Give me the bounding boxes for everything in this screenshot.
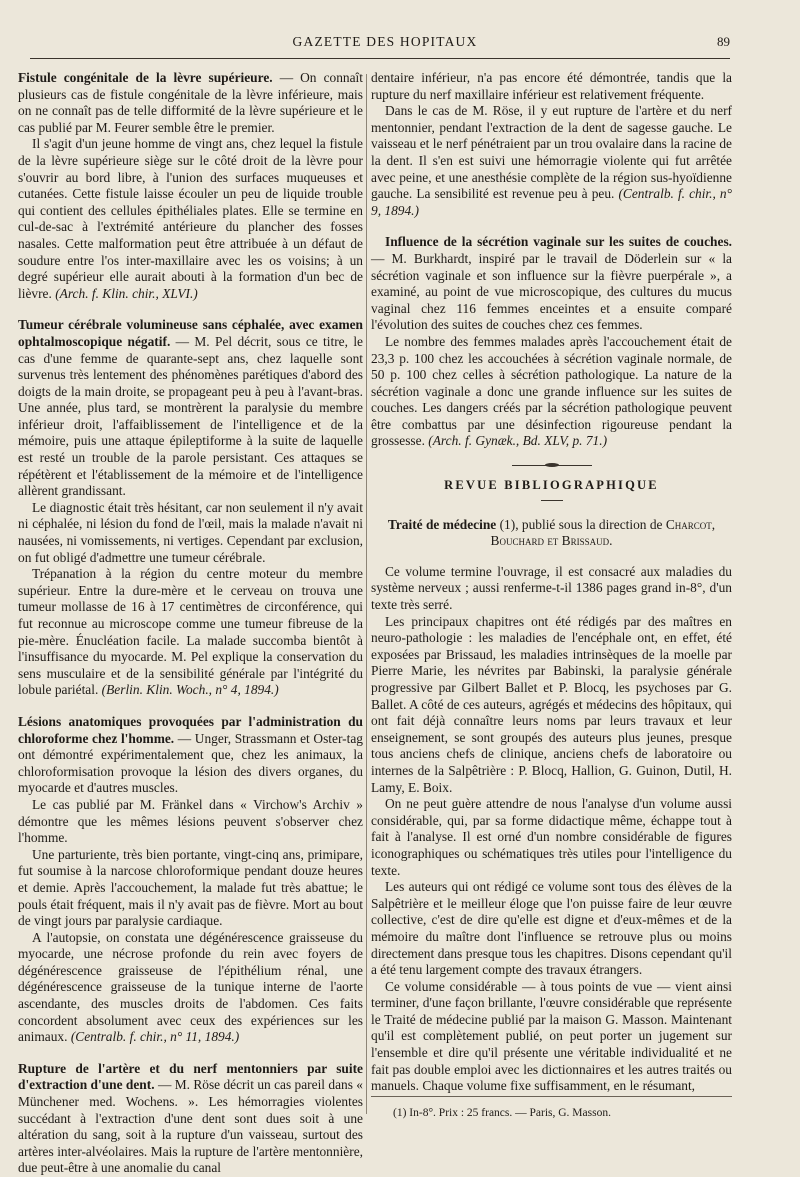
- article-source: (Centralb. f. chir., n° 9, 1894.): [371, 186, 732, 218]
- footnote-text: (1) In-8°. Prix : 25 francs. — Paris, G. Masson.: [393, 1107, 611, 1119]
- page-number: 89: [717, 34, 730, 49]
- article-text: dentaire inférieur, n'a pas encore été démontrée, tandis que la rupture du nerf maxillaire inférieur est relativement fréquente.: [371, 70, 732, 102]
- review-paragraph: Ce volume considérable — à tous points de vue — vient ainsi terminer, d'une façon brillante, l'œuvre considérable que représente le Traité de médecine publié par la maison G. Masson. Maintenant qu'il est complètement publié, on peut porter un jugement sur l'ensemble et dire qu'il présente une véritable individualité et ne fait pas double emploi avec les dictionnaires et les autres traités ou manuels. Chaque volume fixe suffisamment, en le résumant,: [371, 978, 732, 1094]
- article-paragraph: [371, 70, 732, 103]
- review-paragraph: Les auteurs qui ont rédigé ce volume sont tous des élèves de la Salpêtrière et le meilleur éloge que l'on puisse faire de leur œuvre collective, c'est de dire qu'elle est digne et d'eux-mêmes et de la mémoire du maître dont l'influence se retrouve plus ou moins directement dans presque tous les chapitres. Disons cependant qu'il a été tenu largement compte des travaux étrangers.: [371, 879, 732, 978]
- article-text: — M. Röse décrit un cas pareil dans « Münchener med. Wochens. ». Les hémorragies violentes succédant à l'extraction d'une dent sont dues soit à une altération du sang, soit à la rupture d'un vaisseau, surtout des artères inter-alvéolaires. Mais la rupture de l'artère mentonnière, due peut-être à une anomalie du canal: [18, 1077, 363, 1176]
- article-chloroforme: [18, 714, 363, 1046]
- review-body: [371, 564, 732, 1095]
- article-paragraph: [18, 500, 363, 566]
- article-text: Le diagnostic était très hésitant, car non seulement il n'y avait ni céphalée, ni lésion du fond de l'œil, mais la malade n'avait ni nausées, ni vomissements, ni vertiges. Cependant par exclusion, on fut obligé d'admettre une tumeur cérébrale.: [18, 499, 363, 565]
- article-source: (Arch. f. Klin. chir., XLVI.): [55, 285, 198, 301]
- article-heading: Influence de la sécrétion vaginale sur les suites de couches.: [385, 234, 732, 250]
- article-paragraph: [371, 234, 732, 334]
- article-paragraph: [18, 1061, 363, 1177]
- review-paragraph: On ne peut guère attendre de nous l'analyse d'un volume aussi considérable, qui, par sa forme didactique même, échappe tout à fait à l'analyse. Il est orné d'un nombre considérable de figures iconographiques ou schématiques très utiles pour l'intelligence du texte.: [371, 796, 732, 878]
- article-rupture-continued: [371, 70, 732, 219]
- article-paragraph: [371, 334, 732, 450]
- article-paragraph: [18, 70, 363, 136]
- ornament-divider: [512, 465, 592, 467]
- article-text: Le cas publié par M. Fränkel dans « Virchow's Archiv » démontre que les mêmes lésions peuvent s'observer chez l'homme.: [18, 796, 363, 846]
- book-editors-2: Bouchard et Brissaud.: [490, 533, 613, 549]
- right-column: [371, 70, 732, 1130]
- journal-title: GAZETTE DES HOPITAUX: [292, 34, 478, 49]
- book-title: Traité de médecine: [387, 516, 497, 532]
- article-fistule: [18, 70, 363, 302]
- article-paragraph: [18, 847, 363, 930]
- article-text: Trépanation à la région du centre moteur du membre supérieur. Entre la dure-mère et le cerveau on trouva une tumeur mollasse de 16 à 17 centimètres de circonférence, qui fut reconnue au microscope comme une tumeur fibreuse de la pie-mère. Énucléation facile. La malade succomba bientôt à l'insuffisance du myocarde. M. Pel explique la conservation du sens musculaire et de la sensibilité générale par l'intégrité du lobule pariétal.: [18, 566, 363, 698]
- section-rule: [541, 500, 563, 501]
- page-header: [40, 34, 730, 56]
- article-heading: Fistule congénitale de la lèvre supérieure.: [18, 70, 273, 85]
- article-paragraph: [18, 930, 363, 1046]
- book-editors-1: Charcot,: [665, 516, 716, 532]
- article-paragraph: [18, 714, 363, 797]
- article-paragraph: [371, 103, 732, 219]
- article-paragraph: [18, 566, 363, 699]
- header-rule: [30, 58, 730, 59]
- article-paragraph: [18, 136, 363, 302]
- review-book-heading: [371, 517, 732, 550]
- article-tumeur: [18, 317, 363, 699]
- article-paragraph: [18, 317, 363, 500]
- article-text: — On connaît plusieurs cas de fistule congénitale de la lèvre inférieure, mais on ne connaît pas de telle difformité de la lèvre supérieure et le cas publié par M. Feurer semble être le premier.: [18, 70, 363, 135]
- article-source: (Arch. f. Gynæk., Bd. XLV, p. 71.): [428, 433, 608, 449]
- article-source: (Centralb. f. chir., n° 11, 1894.): [70, 1029, 240, 1045]
- left-column: [18, 70, 363, 1176]
- article-rupture: [18, 1061, 363, 1177]
- article-source: (Berlin. Klin. Woch., n° 4, 1894.): [101, 682, 279, 698]
- review-paragraph: Ce volume termine l'ouvrage, il est consacré aux maladies du système nerveux ; aussi renferme-t-il 1386 pages grand in-8°, d'un texte très serré.: [371, 563, 732, 613]
- article-text: — Unger, Strassmann et Oster-tag ont démontré expérimentalement que, chez les animaux, la chloroformisation provoque la lésion des divers organes, du myocarde et d'autres muscles.: [18, 730, 363, 796]
- article-text: Une parturiente, très bien portante, vingt-cinq ans, primipare, fut soumise à la narcose chloroformique pendant douze heures et demie. Après l'accouchement, la malade fut très abattue; le pouls était fréquent, mais il n'y avait pas de fièvre. Mort au bout de vingt jours par paralysie cardiaque.: [18, 846, 363, 929]
- article-text: A l'autopsie, on constata une dégénérescence graisseuse du myocarde, une nécrose profonde du rein avec foyers de dégénérescence graisseuse de l'épithélium rénal, une dégénérescence graisseuse de la tunique interne de l'aorte ascendante, des muscles droits de l'abdomen. Ces faits concordent absolument avec ceux des expériences sur les animaux.: [18, 929, 363, 1045]
- column-separator: [366, 74, 367, 1114]
- article-text: — M. Burkhardt, inspiré par le travail de Döderlein sur « la sécrétion vaginale et son influence sur la fièvre puerpérale », a examiné, au point de vue microscopique, des cultures du mucus vaginal chez 116 femmes enceintes et a ensuite comparé l'évolution des suites de couches chez ces femmes.: [371, 250, 732, 333]
- article-text: Le nombre des femmes malades après l'accouchement était de 23,3 p. 100 chez les accouchées à sécrétion vaginale normale, de 50 p. 100 chez celles à sécrétion pathologique. La nature de la sécrétion vaginale a donc une grande influence sur les suites de couches. Les dangers créés par la sécrétion pathologique peuvent être combattus par une désinfection rigoureuse pendant la grossesse.: [371, 333, 732, 449]
- footnote: [371, 1096, 732, 1119]
- article-heading: Rupture de l'artère et du nerf mentonniers par suite d'extraction d'une dent.: [18, 1060, 363, 1093]
- section-title: REVUE BIBLIOGRAPHIQUE: [444, 478, 659, 493]
- article-text: Il s'agit d'un jeune homme de vingt ans, chez lequel la fistule de la lèvre supérieure siège sur le côté droit de la lèvre pour s'ouvrir au bord libre, à l'union des surfaces muqueuses et cutanées. Cette fistule laisse écouler un peu de liquide trouble qui contient des cellules épithéliales plates. Elle se termine en cul-de-sac à l'extrémité antérieure du plancher des fosses nasales. Cette malformation peut être attribuée à un défaut de soudure entre l'os inter-maxillaire avec les os voisins; à un degré supérieur elle aurait abouti à la formation d'un bec de lièvre.: [18, 136, 363, 301]
- book-ref: (1), publié sous la direction de: [496, 516, 666, 532]
- review-paragraph: Les principaux chapitres ont été rédigés par des maîtres en neuro-pathologie : les maladies de l'encéphale ont, en effet, été exposées par Brissaud, les maladies intrinsèques de la moelle par Pierre Marie, les névrites par Babinski, la paralysie générale progressive par Gilbert Ballet et P. Blocq, les psychoses par G. Ballet. A côté de ces auteurs, agrégés et médecins des hôpitaux, qui ont fait déjà connaître leurs noms par leurs travaux et leur enseignement, se sont groupés des auteurs plus jeunes, presque tous anciens chefs de clinique, anciens chefs de laboratoire ou internes de la Salpêtrière : P. Blocq, Hallion, G. Guinon, Dutil, H. Lamy, E. Boix.: [371, 613, 732, 795]
- article-text: Dans le cas de M. Röse, il y eut rupture de l'artère et du nerf mentonnier, pendant l'extraction de la dent de sagesse gauche. Le vaisseau et le nerf pénétraient par un trou ovalaire dans la racine de la dent. Il s'en est suivi une hémorragie violente qui fut arrêtée avec peine, et une anesthésie complète de la région sus-hyoïdienne gauche. La sensibilité est revenue peu à peu.: [371, 103, 732, 202]
- article-paragraph: [18, 797, 363, 847]
- article-text: — M. Pel décrit, sous ce titre, le cas d'une femme de quarante-sept ans, chez laquelle sont survenus très lentement des phénomènes parétiques d'abord des doigts de la main droite, se propageant peu à peu à l'avant-bras. Une année, plus tard, se montrèrent la paralysie du membre inférieur droit, l'affaiblissement de l'intelligence et de la mémoire, puis une attaque épileptiforme à la suite de laquelle est resté un trouble de la parole persistant. Ces attaques se répétèrent et l'établissement de la mémoire et de l'intelligence allèrent grandissant.: [18, 333, 363, 499]
- article-heading: Lésions anatomiques provoquées par l'administration du chloroforme chez l'homme.: [18, 713, 363, 746]
- article-heading: Tumeur cérébrale volumineuse sans céphalée, avec examen ophtalmoscopique négatif.: [18, 317, 363, 349]
- article-secretion: [371, 234, 732, 450]
